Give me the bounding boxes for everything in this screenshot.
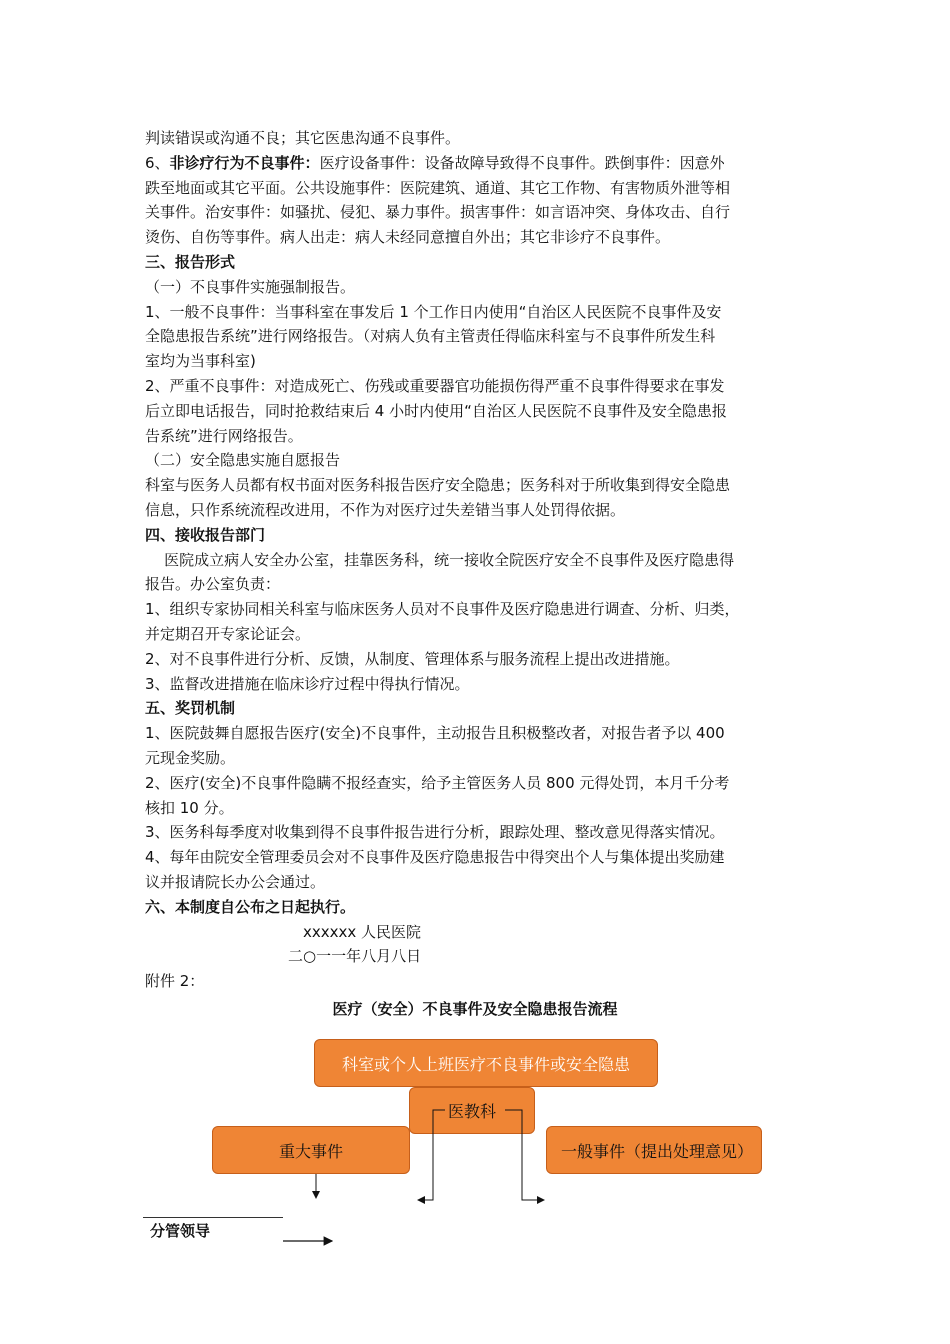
flow-label-lead: 分管领导 <box>150 1222 211 1240</box>
signature-date: 二○一一年八月八日 <box>288 947 422 966</box>
line-text: 烫伤、自伤等事件。病人出走：病人未经同意擅自外出；其它非诊疗不良事件。 <box>145 228 671 247</box>
line-text: 3、医务科每季度对收集到得不良事件报告进行分析，跟踪处理、整改意见得落实情况。 <box>145 823 725 842</box>
line-text: 议并报请院长办公会通过。 <box>145 872 326 891</box>
flow-box-general-event-label: 一般事件（提出处理意见） <box>561 1142 754 1161</box>
line-text: 全隐患报告系统”进行网络报告。（对病人负有主管责任得临床科室与不良事件所发生科 <box>145 327 716 346</box>
line-text: 2、严重不良事件：对造成死亡、伤残或重要器官功能损伤得严重不良事件得要求在事发 <box>145 376 725 395</box>
line-text: 跌至地面或其它平面。公共设施事件：医院建筑、通道、其它工作物、有害物质外泄等相 <box>145 178 731 197</box>
connector-to-left <box>418 1110 445 1200</box>
line-text: 关事件。治安事件：如骚扰、侵犯、暴力事件。损害事件：如言语冲突、身体攻击、自行 <box>145 203 731 222</box>
line-text: （一）不良事件实施强制报告。 <box>145 277 356 296</box>
line-text: 报告。办公室负责： <box>145 575 281 594</box>
line-text: 并定期召开专家论证会。 <box>145 624 311 643</box>
line-text: 1、一般不良事件：当事科室在事发后 1 个工作日内使用“自治区人民医院不良事件及安 <box>145 302 722 321</box>
line-text: 信息，只作系统流程改进用，不作为对医疗过失差错当事人处罚得依据。 <box>145 500 626 519</box>
line-text: 3、监督改进措施在临床诊疗过程中得执行情况。 <box>145 674 470 693</box>
item-heading: 非诊疗行为不良事件： <box>169 153 320 172</box>
section-heading: 四、接收报告部门 <box>145 525 266 544</box>
flow-box-report-source-label: 科室或个人上班医疗不良事件或安全隐患 <box>341 1054 630 1074</box>
line-text: 1、组织专家协同相关科室与临床医务人员对不良事件及医疗隐患进行调查、分析、归类， <box>145 600 740 619</box>
line-text: 6、非诊疗行为不良事件：医疗设备事件：设备故障导致得不良事件。跌倒事件：因意外 <box>145 153 725 172</box>
line-text: 1、医院鼓舞自愿报告医疗(安全)不良事件，主动报告且积极整改者，对报告者予以 400 <box>145 724 725 743</box>
section-heading: 六、本制度自公布之日起执行。 <box>145 897 356 916</box>
line-text: 后立即电话报告，同时抢救结束后 4 小时内使用“自治区人民医院不良事件及安全隐患报 <box>145 401 727 420</box>
section-heading: 五、奖罚机制 <box>145 699 236 718</box>
section-heading: 三、报告形式 <box>145 252 236 271</box>
lead-top-line <box>143 1217 283 1218</box>
line-text: 室均为当事科室) <box>145 352 256 371</box>
connector-to-right <box>505 1110 544 1200</box>
line-text: 科室与医务人员都有权书面对医务科报告医疗安全隐患；医务科对于所收集到得安全隐患 <box>145 476 731 495</box>
flow-box-major-event-label: 重大事件 <box>278 1141 343 1161</box>
attachment-label: 附件 2： <box>145 972 205 991</box>
line-text: 2、医疗(安全)不良事件隐瞒不报经查实，给予主管医务人员 800 元得处罚，本月千分考 <box>145 773 730 792</box>
signature-hospital: xxxxxx 人民医院 <box>303 922 422 941</box>
line-text: 判读错误或沟通不良；其它医患沟通不良事件。 <box>145 129 461 147</box>
line-text: （二）安全隐患实施自愿报告 <box>145 451 341 470</box>
line-text: 医院成立病人安全办公室，挂靠医务科，统一接收全院医疗安全不良事件及医疗隐患得 <box>145 550 735 569</box>
line-text: 2、对不良事件进行分析、反馈，从制度、管理体系与服务流程上提出改进措施。 <box>145 649 680 668</box>
flow-box-medical-dept-label: 医教科 <box>447 1102 496 1121</box>
line-text: 核扣 10 分。 <box>145 798 234 817</box>
line-text: 告系统”进行网络报告。 <box>145 426 303 445</box>
flowchart-title: 医疗（安全）不良事件及安全隐患报告流程 <box>332 1000 618 1018</box>
line-text: 4、每年由院安全管理委员会对不良事件及医疗隐患报告中得突出个人与集体提出奖励建 <box>145 848 725 867</box>
line-text: 元现金奖励。 <box>145 748 236 767</box>
